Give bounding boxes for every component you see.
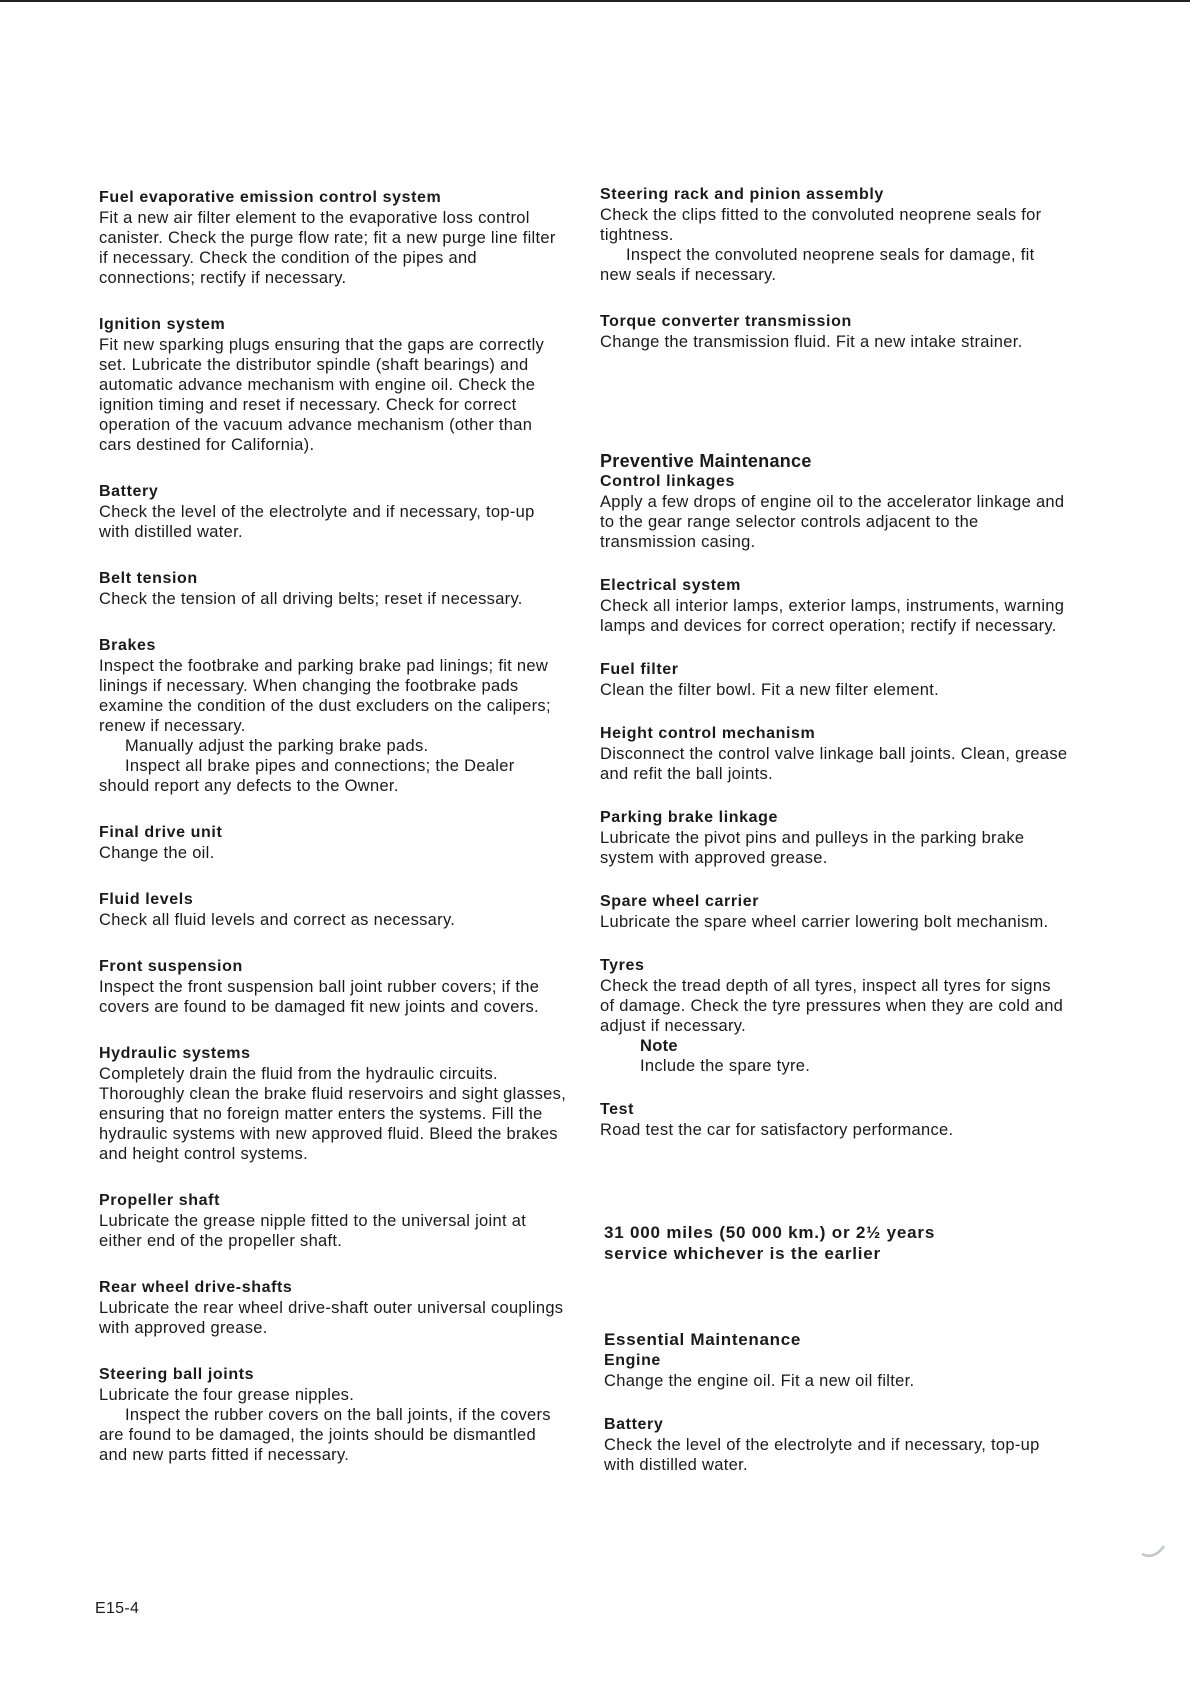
section-text: Lubricate the grease nipple fitted to the universal joint at either end of the propeller shaft. xyxy=(99,1212,527,1250)
section-battery xyxy=(604,1415,1070,1475)
section-heading: Battery xyxy=(604,1416,664,1433)
section-fuel-evaporative-emission-control-system xyxy=(99,188,569,288)
section-spare-wheel-carrier xyxy=(600,892,1070,932)
section-heading: Electrical system xyxy=(600,577,741,594)
section-text: Manually adjust the parking brake pads. xyxy=(125,737,429,755)
scan-corner-mark xyxy=(1138,1532,1168,1562)
section-torque-converter-transmission xyxy=(600,312,1070,352)
section-ignition-system xyxy=(99,315,569,455)
section-electrical-system xyxy=(600,576,1070,636)
section-heading: Tyres xyxy=(600,957,645,974)
essential-sections xyxy=(604,1351,1070,1475)
right-top-sections xyxy=(600,185,1070,352)
section-text: Check the level of the electrolyte and if necessary, top-up with distilled water. xyxy=(604,1436,1040,1474)
section-text: Fit new sparking plugs ensuring that the gaps are correctly set. Lubricate the distributor spindle (shaft bearings) and automatic advance mechanism with engine oil. Check the ignition timing and reset if necessary. Check for correct operation of the vacuum advance mechanism (other than cars destined for California). xyxy=(99,336,545,454)
section-propeller-shaft xyxy=(99,1191,569,1251)
section-height-control-mechanism xyxy=(600,724,1070,784)
section-test xyxy=(600,1100,1070,1140)
section-heading: Engine xyxy=(604,1352,661,1369)
preventive-sections xyxy=(600,472,1070,1140)
section-heading: Brakes xyxy=(99,637,156,654)
preventive-maintenance-title: Preventive Maintenance xyxy=(600,451,812,471)
section-text: Apply a few drops of engine oil to the accelerator linkage and to the gear range selector controls adjacent to the transmission casing. xyxy=(600,493,1065,551)
section-parking-brake-linkage xyxy=(600,808,1070,868)
section-tyres xyxy=(600,956,1070,1076)
note-text: Include the spare tyre. xyxy=(640,1057,811,1075)
section-heading: Battery xyxy=(99,483,159,500)
section-fuel-filter xyxy=(600,660,1070,700)
section-control-linkages xyxy=(600,472,1070,552)
section-text: Check the tension of all driving belts; reset if necessary. xyxy=(99,590,523,608)
section-heading: Final drive unit xyxy=(99,824,223,841)
section-text: Change the transmission fluid. Fit a new intake strainer. xyxy=(600,333,1023,351)
section-text: Check the clips fitted to the convoluted neoprene seals for tightness. xyxy=(600,206,1042,244)
section-heading: Steering rack and pinion assembly xyxy=(600,186,884,203)
section-final-drive-unit xyxy=(99,823,569,863)
right-column xyxy=(600,185,1070,1499)
section-front-suspension xyxy=(99,957,569,1017)
essential-maintenance-title: Essential Maintenance xyxy=(604,1330,802,1349)
page-reference: E15-4 xyxy=(95,1600,140,1617)
service-interval-heading xyxy=(604,1222,1070,1264)
section-brakes xyxy=(99,636,569,796)
section-fluid-levels xyxy=(99,890,569,930)
section-heading: Front suspension xyxy=(99,958,243,975)
note-heading: Note xyxy=(640,1037,678,1055)
section-text: Lubricate the four grease nipples. xyxy=(99,1386,355,1404)
section-steering-rack-and-pinion-assembly xyxy=(600,185,1070,285)
section-text: Completely drain the fluid from the hydraulic circuits. Thoroughly clean the brake fluid reservoirs and sight glasses, ensuring that no foreign matter enters the systems. Fill the hydraulic systems with new approved fluid. Bleed the brakes and height control systems. xyxy=(99,1065,567,1163)
section-steering-ball-joints xyxy=(99,1365,569,1465)
section-rear-wheel-drive-shafts xyxy=(99,1278,569,1338)
section-heading: Hydraulic systems xyxy=(99,1045,251,1062)
section-heading: Test xyxy=(600,1101,635,1118)
page-top-border xyxy=(0,0,1190,2)
section-text: Clean the filter bowl. Fit a new filter element. xyxy=(600,681,940,699)
section-text: Lubricate the spare wheel carrier lowering bolt mechanism. xyxy=(600,913,1049,931)
section-heading: Fuel filter xyxy=(600,661,679,678)
service-interval-line-1: 31 000 miles (50 000 km.) or 2½ years xyxy=(604,1223,936,1242)
section-heading: Height control mechanism xyxy=(600,725,816,742)
section-heading: Propeller shaft xyxy=(99,1192,221,1209)
section-text: Inspect the front suspension ball joint rubber covers; if the covers are found to be damaged fit new joints and covers. xyxy=(99,978,540,1016)
section-text: Lubricate the rear wheel drive-shaft outer universal couplings with approved grease. xyxy=(99,1299,564,1337)
section-heading: Spare wheel carrier xyxy=(600,893,760,910)
preventive-maintenance-block xyxy=(600,451,1070,1140)
section-heading: Fluid levels xyxy=(99,891,194,908)
section-heading: Fuel evaporative emission control system xyxy=(99,189,442,206)
section-text: Check the level of the electrolyte and if necessary, top-up with distilled water. xyxy=(99,503,535,541)
section-text: Check all interior lamps, exterior lamps, instruments, warning lamps and devices for correct operation; rectify if necessary. xyxy=(600,597,1065,635)
section-heading: Rear wheel drive-shafts xyxy=(99,1279,293,1296)
essential-maintenance-block xyxy=(600,1330,1070,1475)
section-text: Disconnect the control valve linkage ball joints. Clean, grease and refit the ball joints. xyxy=(600,745,1068,783)
section-engine xyxy=(604,1351,1070,1391)
section-hydraulic-systems xyxy=(99,1044,569,1164)
section-heading: Belt tension xyxy=(99,570,198,587)
section-heading: Torque converter transmission xyxy=(600,313,852,330)
section-text: Check all fluid levels and correct as necessary. xyxy=(99,911,456,929)
section-heading: Ignition system xyxy=(99,316,226,333)
section-text: Inspect the rubber covers on the ball joints, if the covers are found to be damaged, the joints should be dismantled and new parts fitted if necessary. xyxy=(99,1406,551,1464)
section-heading: Steering ball joints xyxy=(99,1366,255,1383)
section-text: Fit a new air filter element to the evaporative loss control canister. Check the purge flow rate; fit a new purge line filter if necessary. Check the condition of the pipes and connections; rectify if necessary. xyxy=(99,209,556,287)
section-text: Road test the car for satisfactory performance. xyxy=(600,1121,954,1139)
section-text: Inspect the convoluted neoprene seals for damage, fit new seals if necessary. xyxy=(600,246,1035,284)
section-text: Change the engine oil. Fit a new oil filter. xyxy=(604,1372,915,1390)
left-column xyxy=(99,188,569,1492)
section-battery xyxy=(99,482,569,542)
service-interval-line-2: service whichever is the earlier xyxy=(604,1244,881,1263)
section-text: Check the tread depth of all tyres, inspect all tyres for signs of damage. Check the tyre pressures when they are cold and adjust if necessary. xyxy=(600,977,1064,1035)
service-interval-block xyxy=(600,1222,1070,1264)
section-belt-tension xyxy=(99,569,569,609)
section-heading: Control linkages xyxy=(600,473,735,490)
section-text: Change the oil. xyxy=(99,844,215,862)
section-heading: Parking brake linkage xyxy=(600,809,779,826)
section-text: Inspect the footbrake and parking brake pad linings; fit new linings if necessary. When changing the footbrake pads examine the condition of the dust excluders on the calipers; renew if necessary. xyxy=(99,657,551,735)
section-text: Inspect all brake pipes and connections; the Dealer should report any defects to the Owner. xyxy=(99,757,515,795)
section-text: Lubricate the pivot pins and pulleys in the parking brake system with approved grease. xyxy=(600,829,1025,867)
